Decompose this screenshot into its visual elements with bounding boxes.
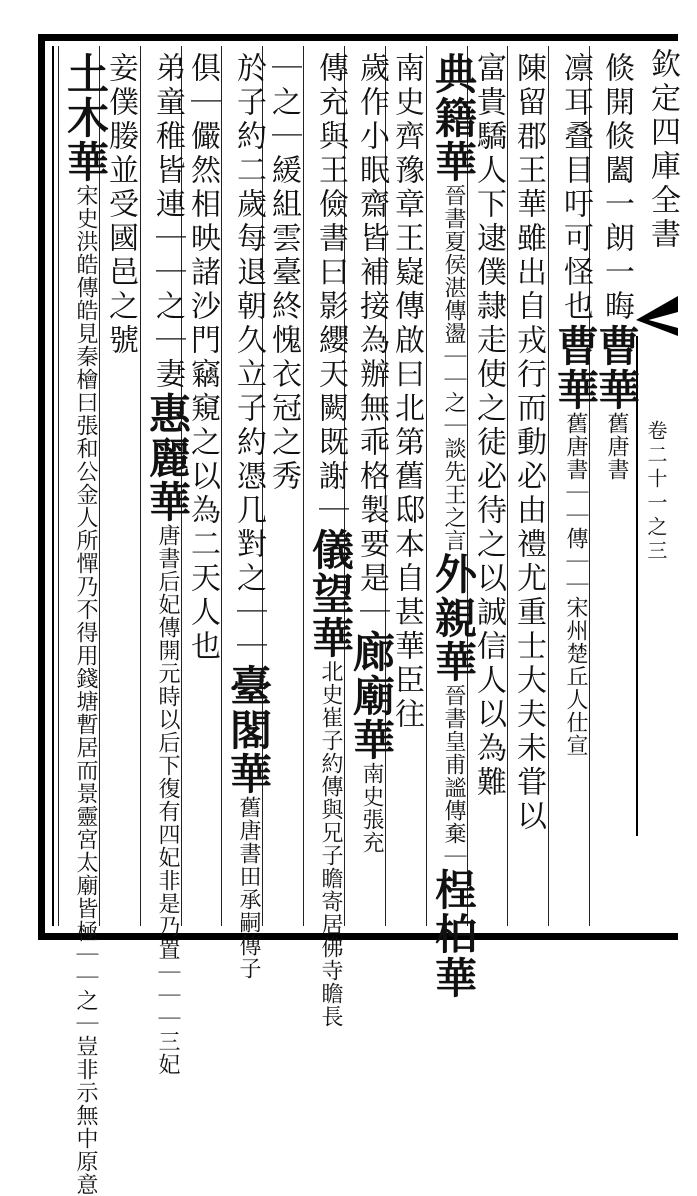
- column-text: 舊唐書: [604, 412, 629, 481]
- column-text: 唐書后妃傳開元時以后下復有四妃非是乃置｜｜｜三妃: [155, 524, 180, 1076]
- text-column-c5: [429, 52, 478, 1000]
- entry-heading: 外親華: [429, 552, 478, 684]
- column-text: 富貴驕人下逮僕隷走使之徒必待之以誠信人以為難: [471, 52, 506, 800]
- column-text: 陳留郡王華雖出自戎行而動必由禮尤重士大夫未甞以: [511, 52, 546, 834]
- running-head-volume: 卷二十一之三: [644, 420, 668, 564]
- entry-heading: 廊廟華: [347, 630, 396, 762]
- text-column-c7: [347, 52, 396, 854]
- entry-heading: 曹華: [592, 324, 641, 412]
- column-text: 弟童稚皆連｜｜之｜妻: [150, 52, 185, 392]
- text-column-c10: [224, 52, 273, 980]
- entry-heading: 曹華: [551, 324, 600, 412]
- column-text: 宋史洪皓傳皓見秦檜曰張和公金人所憚乃不得用錢塘暫居而景靈宮太廟皆極｜｜之｜豈非示無中原意: [73, 184, 98, 1196]
- column-text: 晉書皇甫謐傳棄｜: [441, 684, 466, 868]
- column-rule: [58, 46, 59, 926]
- text-column-c2: [551, 52, 600, 757]
- entry-heading: 惠麗華: [143, 392, 192, 524]
- column-text: 舊唐書田承嗣傳子: [236, 796, 261, 980]
- side-margin-band: [636, 336, 678, 836]
- column-text: 於子約二歲每退朝久立子約憑几對之｜｜: [231, 52, 266, 664]
- left-border-rule: [52, 46, 54, 926]
- column-text: 倐開倐闔一朗一晦: [599, 52, 634, 324]
- column-text: 妾僕媵並受國邑之號: [103, 52, 138, 358]
- column-text: 北史崔子約傳與兄子瞻寄居佛寺瞻長: [318, 660, 343, 1028]
- entry-heading: 典籍華: [429, 52, 478, 184]
- entry-heading: 儀望華: [306, 528, 355, 660]
- column-text: 歲作小眠齋皆補接為辦無乖格製要是｜: [354, 52, 389, 630]
- text-column-c12: [143, 52, 192, 1076]
- entry-heading: 桯柏華: [429, 868, 478, 1000]
- text-column-c9: [266, 52, 301, 494]
- column-text: 南史張充: [359, 762, 384, 854]
- text-column-c3: [511, 52, 546, 834]
- column-text: ｜之｜緩組雲臺終愧衣冠之秀: [266, 52, 301, 494]
- column-text: 凛耳叠目吁可怪也: [558, 52, 593, 324]
- column-rule: [548, 46, 549, 926]
- column-text: 南史齊豫章王嶷傳啟曰北第舊邸本自甚華臣往: [389, 52, 424, 732]
- column-rule: [507, 46, 508, 926]
- column-rule: [426, 46, 427, 926]
- entry-heading: 土木華: [61, 52, 110, 184]
- column-rule: [303, 46, 304, 926]
- text-column-c11: [185, 52, 220, 664]
- column-text: 晉書夏侯湛傳盪｜｜之｜談先王之言: [441, 184, 466, 552]
- column-text: 傳充與王儉書曰影纓天闕既謝｜: [313, 52, 348, 528]
- column-text: 舊唐書｜｜傳｜｜宋州楚丘人仕宣: [563, 412, 588, 757]
- text-column-c14: [61, 52, 110, 1196]
- column-rule: [140, 46, 141, 926]
- text-column-c1: [592, 52, 641, 481]
- running-head-title: 欽定四庫全書: [645, 48, 680, 252]
- column-rule: [221, 46, 222, 926]
- column-text: 俱｜儼然相映諸沙門竊窺之以為二天人也: [185, 52, 220, 664]
- entry-heading: 臺閣華: [224, 664, 273, 796]
- text-column-c8: [306, 52, 355, 1028]
